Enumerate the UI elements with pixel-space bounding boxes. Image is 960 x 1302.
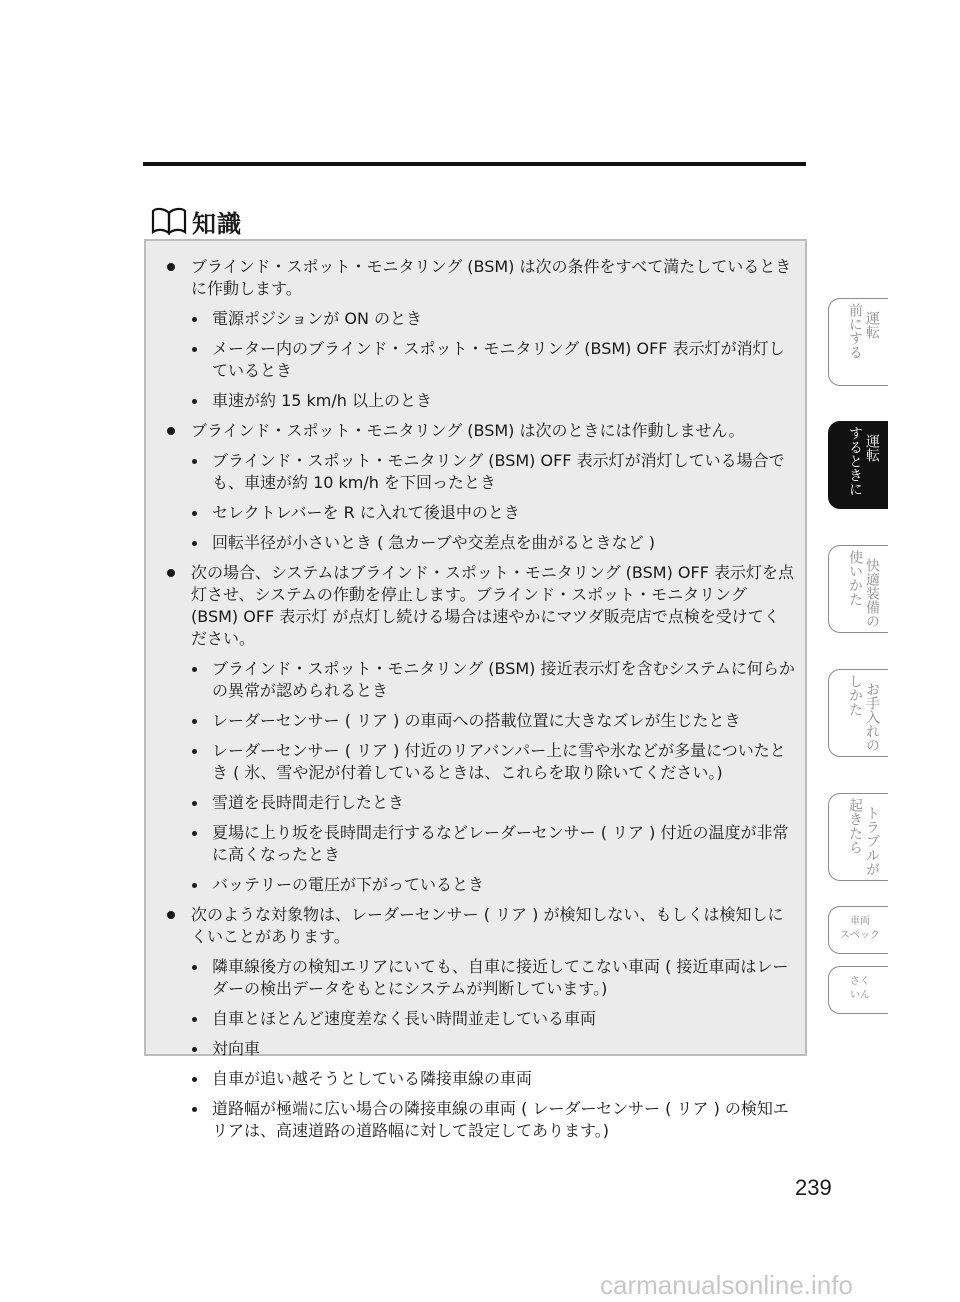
item-text: レーダーセンサー ( リア ) 付近のリアバンパー上に雪や氷などが多量についたとき ( 氷、雪や泥が付着しているときは、これらを取り除いてください。) xyxy=(212,741,786,782)
open-book-icon xyxy=(150,206,188,236)
sub-bullet-item xyxy=(155,792,795,814)
sub-bullet-item xyxy=(155,874,795,896)
item-text: ブラインド・スポット・モニタリング (BSM) は次のときには作動しません。 xyxy=(191,421,745,440)
tab-label: するときに xyxy=(847,426,863,496)
tab-label: 車両 xyxy=(850,916,870,927)
tab-label: 運転 xyxy=(864,434,880,462)
bullet-dot-icon xyxy=(167,911,175,919)
item-text: メーター内のブラインド・スポット・モニタリング (BSM) OFF 表示灯が消灯しているとき xyxy=(212,339,785,380)
index-tab-3[interactable] xyxy=(828,545,888,633)
sub-bullet-dot-icon xyxy=(192,1107,197,1112)
sub-bullet-item xyxy=(155,956,795,1000)
sub-bullet-dot-icon xyxy=(192,459,197,464)
sub-bullet-dot-icon xyxy=(192,1077,197,1082)
item-text: 自車が追い越そうとしている隣接車線の車両 xyxy=(212,1069,533,1088)
sub-bullet-dot-icon xyxy=(192,749,197,754)
item-text: 車速が約 15 km/h 以上のとき xyxy=(212,391,433,410)
sub-bullet-dot-icon xyxy=(192,883,197,888)
knowledge-list xyxy=(155,256,795,1150)
tab-label: 快適装備の xyxy=(864,558,880,628)
tab-label: 使いかた xyxy=(847,550,863,606)
sub-bullet-item xyxy=(155,338,795,382)
bullet-item xyxy=(155,904,795,948)
sub-bullet-dot-icon xyxy=(192,831,197,836)
index-tab-5[interactable] xyxy=(828,793,888,881)
item-text: セレクトレバーを R に入れて後退中のとき xyxy=(212,503,520,522)
sub-bullet-dot-icon xyxy=(192,541,197,546)
item-text: 回転半径が小さいとき ( 急カーブや交差点を曲がるときなど ) xyxy=(212,533,655,552)
sub-bullet-dot-icon xyxy=(192,1047,197,1052)
sub-bullet-item xyxy=(155,740,795,784)
item-text: レーダーセンサー ( リア ) の車両への搭載位置に大きなズレが生じたとき xyxy=(212,711,741,730)
index-tab-1[interactable] xyxy=(828,298,888,386)
sub-bullet-item xyxy=(155,1068,795,1090)
bullet-item xyxy=(155,256,795,300)
item-text: ブラインド・スポット・モニタリング (BSM) 接近表示灯を含むシステムに何らかの異常が認められるとき xyxy=(212,659,795,700)
tab-label: トラブルが xyxy=(864,806,880,876)
tab-label: しかた xyxy=(847,674,863,716)
index-tab-2[interactable] xyxy=(828,421,888,509)
tab-label: 運転 xyxy=(864,311,880,339)
index-tab-4[interactable] xyxy=(828,669,888,757)
item-text: 電源ポジションが ON のとき xyxy=(212,309,423,328)
sub-bullet-item xyxy=(155,390,795,412)
item-text: 対向車 xyxy=(212,1039,261,1058)
item-text: 次の場合、システムはブラインド・スポット・モニタリング (BSM) OFF 表示灯を点灯させ、システムの作動を停止します。ブラインド・スポット・モニタリング (BSM) OFF 表示灯 が点灯し続ける場合は速やかにマツダ販売店で点検を受けてください。 xyxy=(191,563,794,648)
item-text: 道路幅が極端に広い場合の隣接車線の車両 ( レーダーセンサー ( リア ) の検知エリアは、高速道路の道路幅に対して設定してあります。) xyxy=(212,1099,789,1140)
bullet-item xyxy=(155,562,795,650)
sub-bullet-dot-icon xyxy=(192,399,197,404)
sub-bullet-dot-icon xyxy=(192,317,197,322)
sub-bullet-item xyxy=(155,822,795,866)
bullet-item xyxy=(155,420,795,442)
knowledge-heading xyxy=(150,204,242,238)
tab-label: さく xyxy=(850,976,870,987)
tab-label: 起きたら xyxy=(847,798,863,854)
sub-bullet-dot-icon xyxy=(192,1017,197,1022)
tab-label: スペック xyxy=(840,930,880,941)
bullet-dot-icon xyxy=(167,427,175,435)
section-title: 知識 xyxy=(192,209,242,238)
item-text: 雪道を長時間走行したとき xyxy=(212,793,405,812)
sub-bullet-dot-icon xyxy=(192,667,197,672)
sub-bullet-item xyxy=(155,532,795,554)
item-text: 夏場に上り坂を長時間走行するなどレーダーセンサー ( リア ) 付近の温度が非常に高くなったとき xyxy=(212,823,789,864)
item-text: 次のような対象物は、レーダーセンサー ( リア ) が検知しない、もしくは検知しにくいことがあります。 xyxy=(191,905,784,946)
sub-bullet-dot-icon xyxy=(192,965,197,970)
sub-bullet-dot-icon xyxy=(192,801,197,806)
sub-bullet-item xyxy=(155,1038,795,1060)
sub-bullet-item xyxy=(155,450,795,494)
page-number: 239 xyxy=(795,1175,832,1200)
item-text: バッテリーの電圧が下がっているとき xyxy=(212,875,485,894)
tab-label: 前にする xyxy=(847,303,863,359)
sub-bullet-item xyxy=(155,710,795,732)
bullet-dot-icon xyxy=(167,263,175,271)
item-text: ブラインド・スポット・モニタリング (BSM) OFF 表示灯が消灯している場合でも、車速が約 10 km/h を下回ったとき xyxy=(212,451,785,492)
watermark: carmanualsonline.info xyxy=(600,1270,853,1300)
index-tab-6[interactable] xyxy=(828,906,888,954)
sub-bullet-item xyxy=(155,308,795,330)
sub-bullet-item xyxy=(155,1008,795,1030)
sub-bullet-dot-icon xyxy=(192,511,197,516)
sub-bullet-dot-icon xyxy=(192,347,197,352)
tab-label: いん xyxy=(850,990,870,1001)
item-text: 自車とほとんど速度差なく長い時間並走している車両 xyxy=(212,1009,597,1028)
item-text: 隣車線後方の検知エリアにいても、自車に接近してこない車両 ( 接近車両はレーダーの検出データをもとにシステムが判断しています。) xyxy=(212,957,789,998)
index-tab-7[interactable] xyxy=(828,966,888,1014)
sub-bullet-dot-icon xyxy=(192,719,197,724)
sub-bullet-item xyxy=(155,1098,795,1142)
bullet-dot-icon xyxy=(167,569,175,577)
sub-bullet-item xyxy=(155,658,795,702)
tab-label: お手入れの xyxy=(864,682,880,752)
sub-bullet-item xyxy=(155,502,795,524)
top-rule xyxy=(143,162,806,166)
item-text: ブラインド・スポット・モニタリング (BSM) は次の条件をすべて満たしているときに作動します。 xyxy=(191,257,792,298)
